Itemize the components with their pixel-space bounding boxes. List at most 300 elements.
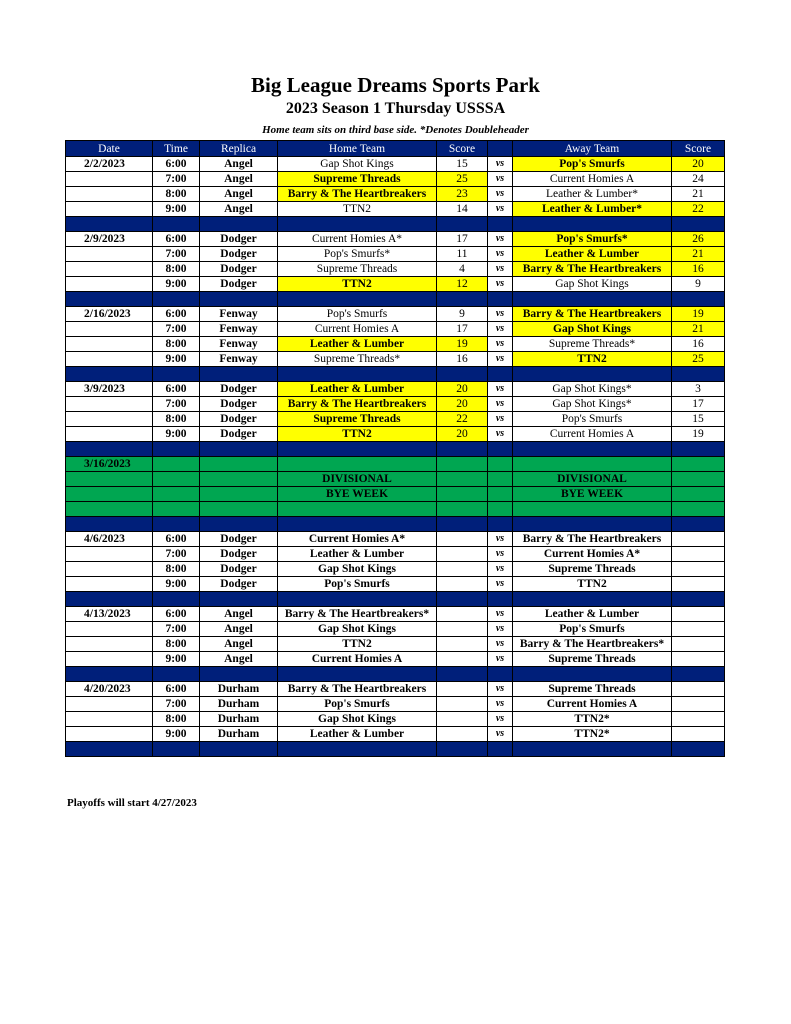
replica-cell: Angel (200, 652, 278, 667)
game-row (66, 157, 725, 172)
separator-cell (153, 442, 200, 457)
date-cell (66, 712, 153, 727)
vs-cell: vs (488, 352, 513, 367)
time-cell: 6:00 (153, 607, 200, 622)
home-score-cell: 22 (437, 412, 488, 427)
away-team-cell: Gap Shot Kings* (513, 382, 672, 397)
empty-cell (437, 487, 488, 502)
time-cell: 8:00 (153, 712, 200, 727)
time-cell: 7:00 (153, 397, 200, 412)
away-team-cell: Supreme Threads (513, 562, 672, 577)
home-score-cell: 17 (437, 232, 488, 247)
home-score-cell: 14 (437, 202, 488, 217)
separator-cell (513, 592, 672, 607)
col-header-away-team: Away Team (513, 141, 672, 157)
time-cell: 7:00 (153, 697, 200, 712)
game-row (66, 337, 725, 352)
empty-cell (437, 472, 488, 487)
time-cell: 6:00 (153, 232, 200, 247)
date-cell (66, 622, 153, 637)
away-score-cell (672, 682, 725, 697)
time-cell: 9:00 (153, 577, 200, 592)
replica-cell: Fenway (200, 322, 278, 337)
replica-cell: Angel (200, 637, 278, 652)
empty-cell (66, 472, 153, 487)
away-score-cell: 16 (672, 262, 725, 277)
replica-cell: Dodger (200, 427, 278, 442)
replica-cell: Angel (200, 172, 278, 187)
time-cell: 8:00 (153, 337, 200, 352)
empty-cell (488, 472, 513, 487)
separator-cell (513, 442, 672, 457)
game-row (66, 397, 725, 412)
replica-cell: Dodger (200, 532, 278, 547)
vs-cell: vs (488, 277, 513, 292)
home-team-cell: Supreme Threads (278, 412, 437, 427)
away-score-cell (672, 712, 725, 727)
col-header-vs (488, 141, 513, 157)
separator-cell (200, 592, 278, 607)
home-team-cell: Barry & The Heartbreakers* (278, 607, 437, 622)
time-cell: 9:00 (153, 652, 200, 667)
separator-cell (513, 367, 672, 382)
game-row (66, 697, 725, 712)
home-team-cell: Current Homies A (278, 652, 437, 667)
replica-cell: Dodger (200, 562, 278, 577)
away-team-cell: Pop's Smurfs (513, 622, 672, 637)
separator-cell (672, 442, 725, 457)
date-cell (66, 577, 153, 592)
away-score-cell (672, 607, 725, 622)
bye-week-row (66, 472, 725, 487)
separator-cell (437, 442, 488, 457)
vs-cell: vs (488, 232, 513, 247)
empty-cell (66, 487, 153, 502)
replica-cell: Dodger (200, 412, 278, 427)
vs-cell: vs (488, 247, 513, 262)
game-row (66, 682, 725, 697)
separator-cell (153, 742, 200, 757)
away-team-cell: Current Homies A (513, 697, 672, 712)
separator-cell (278, 742, 437, 757)
home-team-cell: Leather & Lumber (278, 337, 437, 352)
away-team-cell: Supreme Threads* (513, 337, 672, 352)
away-score-cell: 17 (672, 397, 725, 412)
away-score-cell (672, 577, 725, 592)
away-score-cell (672, 547, 725, 562)
separator-cell (200, 217, 278, 232)
away-team-cell: TTN2* (513, 727, 672, 742)
home-team-cell: Pop's Smurfs (278, 307, 437, 322)
separator-cell (437, 742, 488, 757)
home-score-cell: 12 (437, 277, 488, 292)
home-score-cell: 15 (437, 157, 488, 172)
away-score-cell: 19 (672, 307, 725, 322)
separator-cell (153, 667, 200, 682)
time-cell: 7:00 (153, 322, 200, 337)
separator-cell (66, 217, 153, 232)
col-header-time: Time (153, 141, 200, 157)
separator-cell (488, 292, 513, 307)
separator-cell (672, 517, 725, 532)
separator-cell (437, 592, 488, 607)
date-cell (66, 277, 153, 292)
header-row (66, 141, 725, 157)
separator-cell (488, 517, 513, 532)
home-team-cell: Gap Shot Kings (278, 562, 437, 577)
away-team-cell: TTN2 (513, 577, 672, 592)
game-row (66, 382, 725, 397)
separator-cell (153, 292, 200, 307)
home-team-cell: TTN2 (278, 427, 437, 442)
vs-cell: vs (488, 607, 513, 622)
home-score-cell (437, 712, 488, 727)
replica-cell: Fenway (200, 352, 278, 367)
empty-cell (66, 502, 153, 517)
replica-cell: Dodger (200, 262, 278, 277)
home-team-cell: Current Homies A* (278, 232, 437, 247)
away-team-cell: Leather & Lumber (513, 247, 672, 262)
away-score-cell: 15 (672, 412, 725, 427)
away-team-cell: Pop's Smurfs (513, 157, 672, 172)
vs-cell: vs (488, 547, 513, 562)
separator-cell (513, 292, 672, 307)
replica-cell: Durham (200, 712, 278, 727)
page-title: Big League Dreams Sports Park (251, 73, 540, 97)
away-team-cell: Barry & The Heartbreakers (513, 307, 672, 322)
empty-cell (672, 457, 725, 472)
game-row (66, 277, 725, 292)
replica-cell: Durham (200, 727, 278, 742)
separator-row (66, 517, 725, 532)
time-cell: 9:00 (153, 352, 200, 367)
home-team-cell: Leather & Lumber (278, 727, 437, 742)
vs-cell: vs (488, 262, 513, 277)
replica-cell: Angel (200, 202, 278, 217)
empty-cell (200, 457, 278, 472)
separator-cell (66, 742, 153, 757)
separator-cell (513, 517, 672, 532)
time-cell: 6:00 (153, 157, 200, 172)
home-score-cell: 20 (437, 427, 488, 442)
separator-cell (200, 742, 278, 757)
game-row (66, 727, 725, 742)
replica-cell: Durham (200, 682, 278, 697)
home-score-cell (437, 697, 488, 712)
away-team-cell: Gap Shot Kings (513, 322, 672, 337)
separator-row (66, 742, 725, 757)
vs-cell: vs (488, 637, 513, 652)
time-cell: 7:00 (153, 247, 200, 262)
vs-cell: vs (488, 412, 513, 427)
schedule-table (65, 140, 725, 757)
home-score-cell (437, 547, 488, 562)
date-cell: 2/16/2023 (66, 307, 153, 322)
empty-cell (513, 457, 672, 472)
date-cell: 2/9/2023 (66, 232, 153, 247)
vs-cell: vs (488, 427, 513, 442)
game-row (66, 232, 725, 247)
empty-cell (488, 502, 513, 517)
home-team-cell: Pop's Smurfs* (278, 247, 437, 262)
home-score-cell (437, 607, 488, 622)
separator-cell (66, 592, 153, 607)
separator-cell (153, 367, 200, 382)
separator-cell (488, 592, 513, 607)
empty-cell (437, 457, 488, 472)
game-row (66, 622, 725, 637)
empty-cell (200, 487, 278, 502)
away-team-cell: Supreme Threads (513, 682, 672, 697)
time-cell: 8:00 (153, 262, 200, 277)
away-score-cell: 9 (672, 277, 725, 292)
game-row (66, 352, 725, 367)
empty-cell (153, 487, 200, 502)
home-team-cell: Pop's Smurfs (278, 697, 437, 712)
game-row (66, 202, 725, 217)
date-cell (66, 172, 153, 187)
game-row (66, 562, 725, 577)
date-cell (66, 547, 153, 562)
replica-cell: Angel (200, 187, 278, 202)
date-cell: 3/16/2023 (66, 457, 153, 472)
home-score-cell: 19 (437, 337, 488, 352)
vs-cell: vs (488, 187, 513, 202)
separator-cell (278, 367, 437, 382)
replica-cell: Dodger (200, 232, 278, 247)
bye-label: BYE WEEK (513, 487, 672, 502)
vs-cell: vs (488, 307, 513, 322)
home-team-cell: Gap Shot Kings (278, 157, 437, 172)
away-score-cell: 21 (672, 322, 725, 337)
separator-cell (513, 667, 672, 682)
away-score-cell: 16 (672, 337, 725, 352)
bye-week-row (66, 502, 725, 517)
home-score-cell (437, 727, 488, 742)
empty-cell (153, 472, 200, 487)
home-score-cell (437, 562, 488, 577)
time-cell: 8:00 (153, 562, 200, 577)
away-team-cell: Current Homies A (513, 427, 672, 442)
game-row (66, 712, 725, 727)
separator-row (66, 667, 725, 682)
date-cell (66, 187, 153, 202)
home-score-cell: 20 (437, 382, 488, 397)
away-team-cell: Current Homies A (513, 172, 672, 187)
away-team-cell: Leather & Lumber* (513, 202, 672, 217)
home-team-cell: Current Homies A (278, 322, 437, 337)
separator-cell (66, 442, 153, 457)
date-cell: 2/2/2023 (66, 157, 153, 172)
separator-row (66, 442, 725, 457)
playoffs-note: Playoffs will start 4/27/2023 (67, 797, 197, 809)
separator-cell (672, 367, 725, 382)
date-cell: 4/13/2023 (66, 607, 153, 622)
home-score-cell (437, 682, 488, 697)
separator-row (66, 217, 725, 232)
separator-cell (200, 442, 278, 457)
away-score-cell: 3 (672, 382, 725, 397)
separator-cell (153, 592, 200, 607)
away-score-cell (672, 652, 725, 667)
game-row (66, 532, 725, 547)
date-cell (66, 727, 153, 742)
date-cell (66, 337, 153, 352)
separator-cell (200, 667, 278, 682)
time-cell: 7:00 (153, 622, 200, 637)
separator-row (66, 367, 725, 382)
home-score-cell (437, 532, 488, 547)
date-cell (66, 322, 153, 337)
separator-cell (278, 217, 437, 232)
vs-cell: vs (488, 682, 513, 697)
away-team-cell: Leather & Lumber (513, 607, 672, 622)
replica-cell: Fenway (200, 307, 278, 322)
game-row (66, 307, 725, 322)
col-header-home-score: Score (437, 141, 488, 157)
replica-cell: Angel (200, 157, 278, 172)
home-score-cell: 9 (437, 307, 488, 322)
separator-cell (672, 292, 725, 307)
empty-cell (437, 502, 488, 517)
home-score-cell (437, 622, 488, 637)
replica-cell: Dodger (200, 577, 278, 592)
empty-cell (672, 502, 725, 517)
home-score-cell: 17 (437, 322, 488, 337)
home-score-cell (437, 652, 488, 667)
away-team-cell: TTN2* (513, 712, 672, 727)
game-row (66, 427, 725, 442)
replica-cell: Durham (200, 697, 278, 712)
empty-cell (200, 472, 278, 487)
home-team-cell: Supreme Threads (278, 172, 437, 187)
home-score-cell: 20 (437, 397, 488, 412)
separator-row (66, 292, 725, 307)
date-cell (66, 352, 153, 367)
doubleheader-note: Home team sits on third base side. *Denotes Doubleheader (262, 124, 529, 136)
vs-cell: vs (488, 382, 513, 397)
replica-cell: Dodger (200, 397, 278, 412)
separator-cell (437, 367, 488, 382)
separator-cell (488, 217, 513, 232)
replica-cell: Angel (200, 622, 278, 637)
game-row (66, 262, 725, 277)
separator-cell (278, 667, 437, 682)
bye-label: DIVISIONAL (513, 472, 672, 487)
game-row (66, 577, 725, 592)
separator-cell (488, 367, 513, 382)
date-cell: 3/9/2023 (66, 382, 153, 397)
bye-label: DIVISIONAL (278, 472, 437, 487)
away-score-cell (672, 727, 725, 742)
home-team-cell: TTN2 (278, 637, 437, 652)
col-header-home-team: Home Team (278, 141, 437, 157)
replica-cell: Dodger (200, 247, 278, 262)
separator-cell (437, 292, 488, 307)
separator-cell (672, 217, 725, 232)
time-cell: 9:00 (153, 202, 200, 217)
vs-cell: vs (488, 712, 513, 727)
replica-cell: Angel (200, 607, 278, 622)
date-cell (66, 427, 153, 442)
date-cell (66, 412, 153, 427)
game-row (66, 637, 725, 652)
separator-cell (153, 517, 200, 532)
date-cell: 4/20/2023 (66, 682, 153, 697)
away-team-cell: Leather & Lumber* (513, 187, 672, 202)
empty-cell (153, 502, 200, 517)
away-team-cell: TTN2 (513, 352, 672, 367)
empty-cell (672, 487, 725, 502)
away-score-cell (672, 622, 725, 637)
away-score-cell (672, 532, 725, 547)
home-score-cell: 16 (437, 352, 488, 367)
date-cell (66, 652, 153, 667)
separator-cell (278, 442, 437, 457)
schedule-body (66, 157, 725, 757)
col-header-replica: Replica (200, 141, 278, 157)
date-cell (66, 562, 153, 577)
date-cell (66, 247, 153, 262)
away-score-cell: 20 (672, 157, 725, 172)
home-team-cell: Gap Shot Kings (278, 622, 437, 637)
separator-cell (66, 667, 153, 682)
vs-cell: vs (488, 727, 513, 742)
away-team-cell: Pop's Smurfs* (513, 232, 672, 247)
away-team-cell: Barry & The Heartbreakers (513, 532, 672, 547)
home-score-cell: 25 (437, 172, 488, 187)
game-row (66, 187, 725, 202)
empty-cell (278, 502, 437, 517)
away-score-cell (672, 637, 725, 652)
vs-cell: vs (488, 622, 513, 637)
separator-cell (513, 217, 672, 232)
vs-cell: vs (488, 697, 513, 712)
home-team-cell: TTN2 (278, 277, 437, 292)
vs-cell: vs (488, 172, 513, 187)
game-row (66, 322, 725, 337)
empty-cell (513, 502, 672, 517)
time-cell: 8:00 (153, 637, 200, 652)
home-team-cell: Pop's Smurfs (278, 577, 437, 592)
game-row (66, 172, 725, 187)
empty-cell (200, 502, 278, 517)
separator-cell (278, 292, 437, 307)
replica-cell: Dodger (200, 547, 278, 562)
separator-cell (437, 667, 488, 682)
home-team-cell: Leather & Lumber (278, 382, 437, 397)
separator-cell (437, 517, 488, 532)
vs-cell: vs (488, 337, 513, 352)
col-header-away-score: Score (672, 141, 725, 157)
empty-cell (672, 472, 725, 487)
away-team-cell: Gap Shot Kings (513, 277, 672, 292)
away-team-cell: Gap Shot Kings* (513, 397, 672, 412)
separator-cell (200, 517, 278, 532)
separator-cell (672, 667, 725, 682)
separator-cell (672, 592, 725, 607)
game-row (66, 547, 725, 562)
separator-cell (437, 217, 488, 232)
time-cell: 9:00 (153, 427, 200, 442)
separator-cell (66, 517, 153, 532)
home-score-cell: 11 (437, 247, 488, 262)
vs-cell: vs (488, 652, 513, 667)
empty-cell (488, 487, 513, 502)
date-cell (66, 397, 153, 412)
replica-cell: Fenway (200, 337, 278, 352)
vs-cell: vs (488, 322, 513, 337)
